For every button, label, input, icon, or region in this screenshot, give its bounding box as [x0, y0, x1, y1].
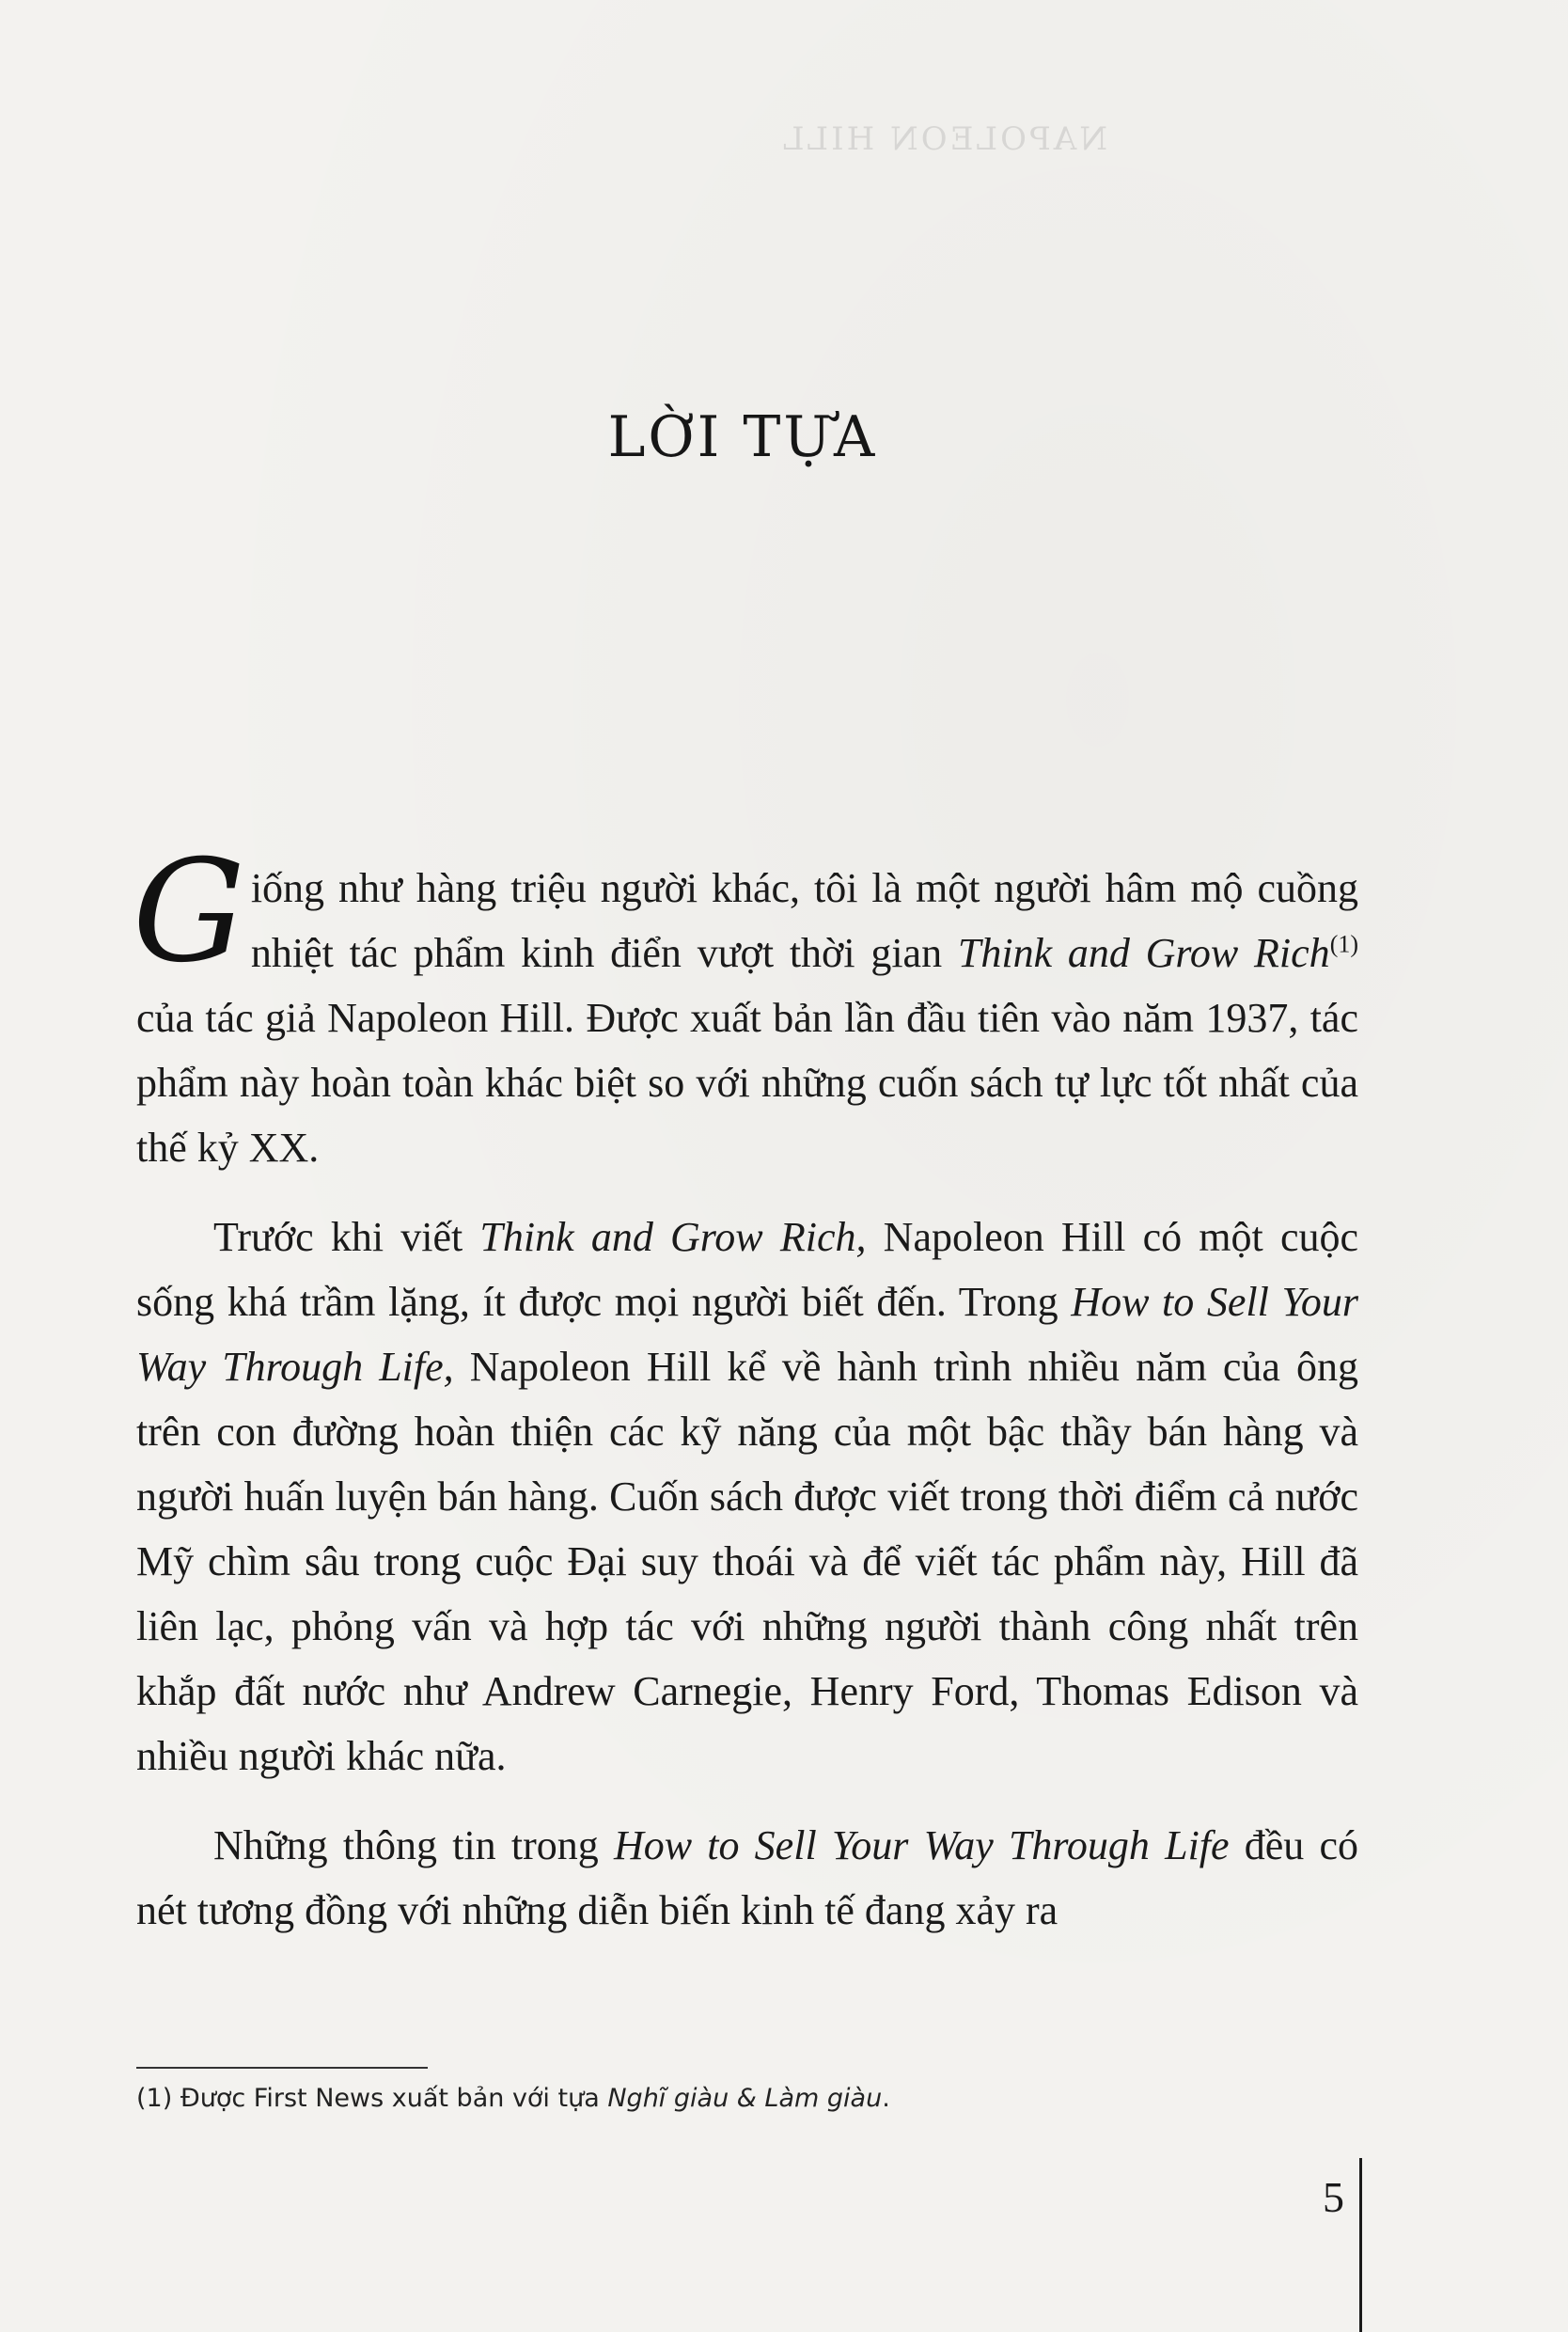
paragraph-2: [136, 1205, 1358, 1788]
page-number: 5: [1323, 2173, 1344, 2221]
footnote: [136, 2080, 1358, 2118]
footnote-text-b: .: [882, 2084, 890, 2113]
paragraph-3: [136, 1813, 1358, 1943]
paragraph-1-text-a: iống như hàng triệu người khác, tôi là một người hâm mộ cuồng nhiệt tác phẩm kinh điển vượt thời gian: [250, 865, 1358, 976]
drop-cap: G: [133, 830, 245, 994]
paragraph-2-text-a: Trước khi viết: [213, 1214, 480, 1260]
paragraph-3-text-a: Những thông tin trong: [213, 1822, 614, 1868]
page-edge-line: [1359, 2158, 1362, 2332]
footnote-text-a: (1) Được First News xuất bản với tựa: [136, 2084, 608, 2113]
book-title-how-to-sell: How to Sell Your Way Through Life,: [136, 1279, 1358, 1390]
book-title-think-and-grow-rich-2: Think and Grow Rich,: [479, 1214, 867, 1260]
footnote-divider: [136, 2067, 428, 2069]
book-title-think-and-grow-rich: Think and Grow Rich: [957, 930, 1330, 976]
paragraph-3-text-b: đều có nét tương đồng với những diễn biến kinh tế đang xảy ra: [136, 1822, 1358, 1933]
book-title-how-to-sell-2: How to Sell Your Way Through Life: [613, 1822, 1230, 1868]
paragraph-2-text-c: Napoleon Hill kể về hành trình nhiều năm của ông trên con đường hoàn thiện các kỹ năng của một bậc thầy bán hàng và người huấn luyện bán hàng. Cuốn sách được viết trong thời điểm cả nước Mỹ chìm sâu trong cuộc Đại suy thoái và để viết tác phẩm này, Hill đã liên lạc, phỏng vấn và hợp tác với những người thành công nhất trên khắp đất nước như Andrew Carnegie, Henry Ford, Thomas Edison và nhiều người khác nữa.: [136, 1344, 1358, 1779]
page-title: LỜI TỰA: [607, 404, 878, 470]
body-text: [133, 830, 1359, 1967]
paragraph-2-text-b: Napoleon Hill có một cuộc sống khá trầm lặng, ít được mọi người biết đến. Trong: [136, 1214, 1359, 1325]
footnote-title: Nghĩ giàu & Làm giàu: [607, 2084, 883, 2113]
footnote-reference: (1): [1329, 930, 1359, 958]
bleed-through-header: NAPOLEON HILL: [780, 120, 1108, 158]
paragraph-1-text-b: của tác giả Napoleon Hill. Được xuất bản lần đầu tiên vào năm 1937, tác phẩm này hoàn toàn khác biệt so với những cuốn sách tự lực tốt nhất của thế kỷ XX.: [136, 995, 1358, 1171]
paragraph-1: [133, 830, 1359, 1180]
